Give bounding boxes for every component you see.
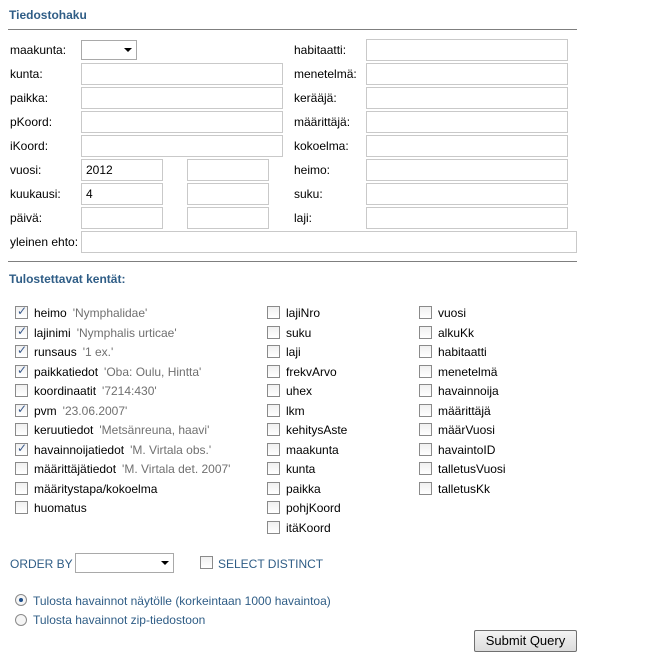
output-field-label — [438, 383, 499, 399]
keraaja-input[interactable] — [366, 87, 568, 109]
output-field-label — [34, 481, 157, 497]
vuosi-to-input[interactable] — [187, 159, 269, 181]
paiva-to-input[interactable] — [187, 207, 269, 229]
output-field-checkbox[interactable] — [419, 462, 432, 475]
heimo-input[interactable] — [366, 159, 568, 181]
output-field-label — [286, 500, 341, 516]
output-field-checkbox[interactable] — [419, 423, 432, 436]
output-field-checkbox[interactable] — [267, 482, 280, 495]
output-field-name: havaintoID — [438, 442, 496, 457]
output-field-name: paikkatiedot — [34, 364, 99, 379]
output-field-checkbox[interactable] — [419, 384, 432, 397]
output-field-checkbox[interactable] — [419, 306, 432, 319]
output-field-name: kunta — [286, 462, 316, 476]
output-field-label — [438, 344, 487, 360]
output-field-name: heimo — [34, 306, 67, 320]
maarittaja-input[interactable] — [366, 111, 568, 133]
output-field-label — [286, 520, 331, 536]
vuosi-label: vuosi: — [10, 163, 42, 177]
output-field-sample-value: 'Metsänreuna, haavi' — [99, 423, 210, 437]
output-field-name: paikka — [286, 481, 321, 496]
output-field-name: keruutiedot — [34, 423, 94, 437]
output-field-checkbox[interactable] — [267, 404, 280, 417]
output-field-label — [34, 325, 177, 341]
output-field-name: uhex — [286, 384, 313, 398]
paikka-input[interactable] — [81, 87, 283, 109]
chevron-down-icon — [124, 48, 132, 52]
output-field-name: määrittäjä — [438, 403, 491, 418]
output-field-name: pohjKoord — [286, 501, 341, 515]
output-field-label — [34, 344, 113, 360]
order-by-label: ORDER BY — [10, 557, 73, 571]
output-field-checkbox[interactable] — [267, 443, 280, 456]
output-field-checkbox[interactable] — [267, 384, 280, 397]
output-field-checkbox[interactable] — [15, 501, 28, 514]
section-divider — [8, 29, 577, 30]
output-field-name: määrVuosi — [438, 423, 495, 437]
menetelma-input[interactable] — [366, 63, 568, 85]
pkoord-label: pKoord: — [10, 115, 53, 129]
output-field-label — [286, 383, 312, 399]
yleinen-ehto-input[interactable] — [81, 231, 577, 253]
output-field-sample-value: 'M. Virtala det. 2007' — [122, 462, 231, 476]
output-field-checkbox[interactable] — [419, 345, 432, 358]
output-field-checkbox[interactable] — [267, 501, 280, 514]
print-to-zip-radio[interactable] — [15, 614, 27, 626]
output-field-checkbox[interactable] — [267, 521, 280, 534]
output-field-name: määrittäjätiedot — [34, 462, 117, 476]
select-distinct-label: SELECT DISTINCT — [218, 557, 324, 571]
output-field-name: maakunta — [286, 442, 339, 457]
output-field-label — [286, 364, 337, 380]
output-field-name: talletusVuosi — [438, 462, 506, 476]
search-section-title: Tiedostohaku — [9, 8, 87, 22]
yleinen-ehto-label: yleinen ehto: — [10, 235, 79, 249]
maarittaja-label: määrittäjä: — [294, 115, 351, 129]
output-field-label — [438, 364, 497, 380]
laji-label: laji: — [294, 211, 313, 225]
output-field-name: huomatus — [34, 501, 87, 515]
print-to-screen-label: Tulosta havainnot näytölle (korkeintaan 1000 havaintoa) — [33, 594, 331, 608]
output-field-label — [286, 422, 347, 438]
output-field-name: vuosi — [438, 306, 467, 320]
output-field-checkbox[interactable] — [267, 365, 280, 378]
output-field-checkbox[interactable] — [15, 482, 28, 495]
maakunta-select[interactable] — [81, 40, 137, 60]
output-field-checkbox[interactable] — [15, 306, 28, 319]
output-field-name: pvm — [34, 403, 57, 418]
output-field-checkbox[interactable] — [15, 365, 28, 378]
output-field-label — [34, 422, 209, 438]
output-field-label — [286, 305, 320, 321]
output-field-label — [34, 500, 87, 516]
output-field-name: määritystapa/kokoelma — [34, 481, 158, 496]
output-field-checkbox[interactable] — [267, 423, 280, 436]
keraaja-label: kerääjä: — [294, 91, 337, 105]
kokoelma-label: kokoelma: — [294, 139, 349, 153]
menetelma-label: menetelmä: — [294, 67, 357, 81]
output-field-checkbox[interactable] — [267, 326, 280, 339]
output-field-label — [34, 364, 201, 380]
output-field-name: itäKoord — [286, 520, 331, 535]
output-field-label — [438, 422, 495, 438]
output-field-name: frekvArvo — [286, 364, 337, 379]
order-by-select[interactable] — [75, 553, 174, 573]
kuukausi-to-input[interactable] — [187, 183, 269, 205]
output-field-checkbox[interactable] — [267, 462, 280, 475]
output-field-checkbox[interactable] — [15, 345, 28, 358]
output-field-name: koordinaatit — [34, 384, 97, 398]
ikoord-input[interactable] — [81, 135, 283, 157]
output-field-name: kehitysAste — [286, 423, 348, 437]
output-field-checkbox[interactable] — [15, 326, 28, 339]
output-field-sample-value: '1 ex.' — [82, 345, 114, 359]
print-to-screen-radio[interactable] — [15, 594, 27, 606]
output-field-label — [286, 325, 311, 341]
output-field-sample-value: 'Nymphalidae' — [72, 306, 148, 320]
output-field-sample-value: 'Nymphalis urticae' — [76, 325, 177, 340]
output-section-title: Tulostettavat kentät: — [9, 272, 126, 286]
select-distinct-checkbox[interactable] — [200, 556, 213, 569]
output-field-label — [286, 344, 301, 360]
output-field-checkbox[interactable] — [15, 443, 28, 456]
output-field-checkbox[interactable] — [15, 423, 28, 436]
output-field-label — [34, 442, 211, 458]
output-field-name: lkm — [286, 403, 305, 418]
output-field-label — [438, 442, 495, 458]
output-field-label — [34, 305, 147, 321]
output-field-name: havainnoijatiedot — [34, 442, 125, 457]
chevron-down-icon — [161, 561, 169, 565]
output-field-name: habitaatti — [438, 345, 487, 359]
output-field-label — [438, 403, 491, 419]
kunta-input[interactable] — [81, 63, 283, 85]
heimo-label: heimo: — [294, 163, 331, 177]
output-field-label — [438, 305, 466, 321]
paiva-from-input[interactable] — [81, 207, 163, 229]
output-field-checkbox[interactable] — [419, 482, 432, 495]
kuukausi-label: kuukausi: — [10, 187, 61, 201]
output-field-name: suku — [286, 325, 312, 340]
output-field-label — [286, 442, 339, 458]
vuosi-from-input[interactable] — [81, 159, 163, 181]
output-field-checkbox[interactable] — [419, 365, 432, 378]
output-field-checkbox[interactable] — [267, 345, 280, 358]
output-field-sample-value: '7214:430' — [102, 384, 157, 398]
output-field-label — [286, 461, 315, 477]
submit-query-button[interactable]: Submit Query — [474, 630, 577, 652]
habitaatti-label: habitaatti: — [294, 43, 347, 57]
output-field-checkbox[interactable] — [15, 384, 28, 397]
output-field-sample-value: 'M. Virtala obs.' — [130, 442, 212, 457]
kunta-label: kunta: — [10, 67, 43, 81]
output-field-label — [286, 403, 305, 419]
output-field-sample-value: 'Oba: Oulu, Hintta' — [104, 364, 202, 379]
pkoord-input[interactable] — [81, 111, 283, 133]
output-field-name: laji — [286, 345, 301, 359]
output-field-name: havainnoija — [438, 384, 499, 398]
output-field-label — [286, 481, 321, 497]
output-field-label — [438, 325, 474, 341]
output-field-checkbox[interactable] — [15, 462, 28, 475]
print-to-zip-label: Tulosta havainnot zip-tiedostoon — [33, 613, 206, 627]
output-field-checkbox[interactable] — [419, 443, 432, 456]
habitaatti-input[interactable] — [366, 39, 568, 61]
output-field-name: alkuKk — [438, 325, 475, 340]
suku-input[interactable] — [366, 183, 568, 205]
output-field-checkbox[interactable] — [419, 326, 432, 339]
ikoord-label: iKoord: — [10, 139, 49, 153]
output-field-name: menetelmä — [438, 364, 498, 379]
output-field-name: runsaus — [34, 345, 77, 359]
output-field-label — [438, 481, 490, 497]
kuukausi-from-input[interactable] — [81, 183, 163, 205]
output-field-label — [34, 383, 157, 399]
output-field-sample-value: '23.06.2007' — [62, 403, 128, 418]
output-field-checkbox[interactable] — [15, 404, 28, 417]
output-field-name: lajinimi — [34, 325, 71, 340]
output-field-label — [34, 461, 230, 477]
output-field-checkbox[interactable] — [419, 404, 432, 417]
output-field-name: lajiNro — [286, 306, 321, 320]
suku-label: suku: — [294, 187, 323, 201]
output-field-checkbox[interactable] — [267, 306, 280, 319]
output-field-label — [34, 403, 127, 419]
output-field-label — [438, 461, 506, 477]
section-divider — [8, 261, 577, 262]
paiva-label: päivä: — [10, 211, 43, 225]
paikka-label: paikka: — [10, 91, 49, 105]
output-field-name: talletusKk — [438, 481, 491, 496]
kokoelma-input[interactable] — [366, 135, 568, 157]
laji-input[interactable] — [366, 207, 568, 229]
maakunta-label: maakunta: — [10, 43, 67, 57]
